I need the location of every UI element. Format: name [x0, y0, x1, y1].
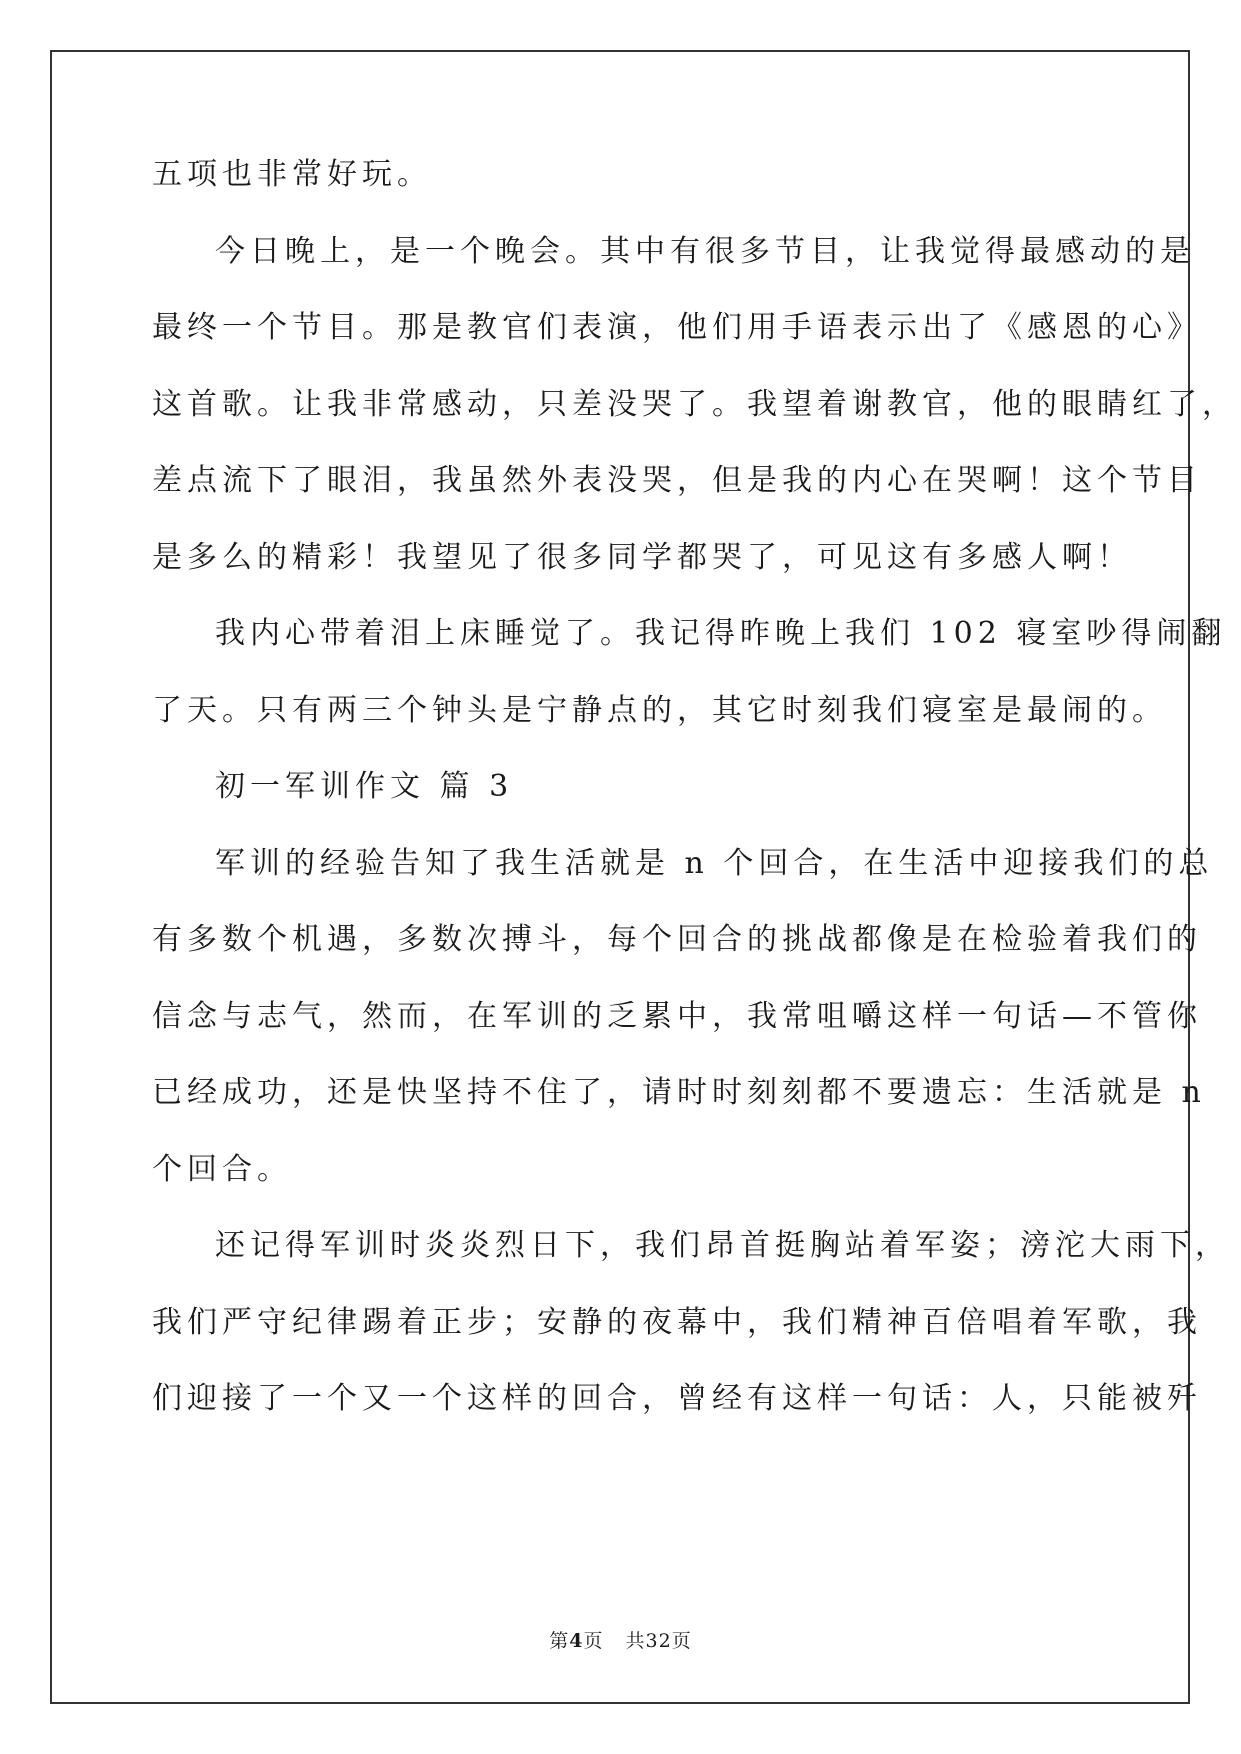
text-line: 今日晚上，是一个晚会。其中有很多节目，让我觉得最感动的是	[215, 233, 1195, 269]
current-page-number: 4	[569, 1630, 584, 1652]
footer-prefix: 第	[549, 1630, 570, 1652]
footer-total-suffix: 页	[671, 1630, 692, 1652]
text-line: 是多么的精彩！我望见了很多同学都哭了，可见这有多感人啊！	[152, 539, 1132, 575]
text-line: 差点流下了眼泪，我虽然外表没哭，但是我的内心在哭啊！这个节目	[152, 463, 1202, 498]
text-line: 我内心带着泪上床睡觉了。我记得昨晚上我们 102 寝室吵得闹翻	[215, 616, 1227, 651]
text-line: 最终一个节目。那是教官们表演，他们用手语表示出了《感恩的心》	[152, 310, 1202, 345]
footer-total-prefix: 共	[625, 1630, 646, 1652]
text-line: 已经成功，还是快坚持不住了，请时时刻刻都不要遗忘：生活就是 n	[152, 1075, 1206, 1110]
text-line: 这首歌。让我非常感动，只差没哭了。我望着谢教官，他的眼睛红了，	[152, 386, 1237, 422]
text-line: 军训的经验告知了我生活就是 n 个回合，在生活中迎接我们的总	[215, 845, 1214, 881]
text-line: 我们严守纪律踢着正步；安静的夜幕中，我们精神百倍唱着军歌，我	[152, 1304, 1202, 1340]
text-line: 信念与志气，然而，在军训的乏累中，我常咀嚼这样一句话—不管你	[152, 998, 1202, 1034]
text-line: 了天。只有两三个钟头是宁静点的，其它时刻我们寝室是最闹的。	[152, 692, 1167, 728]
page-footer	[0, 1626, 1241, 1653]
total-pages-number: 32	[645, 1630, 672, 1652]
text-line: 们迎接了一个又一个这样的回合，曾经有这样一句话：人，只能被歼	[152, 1381, 1202, 1416]
footer-page-suffix: 页	[583, 1630, 604, 1652]
text-line: 有多数个机遇，多数次搏斗，每个回合的挑战都像是在检验着我们的	[152, 922, 1202, 957]
document-body	[152, 155, 1237, 1456]
text-line: 五项也非常好玩。	[152, 157, 432, 192]
section-heading: 初一军训作文 篇 3	[215, 769, 514, 804]
text-line: 个回合。	[152, 1151, 292, 1187]
text-line: 还记得军训时炎炎烈日下，我们昂首挺胸站着军姿；滂沱大雨下，	[215, 1228, 1230, 1263]
